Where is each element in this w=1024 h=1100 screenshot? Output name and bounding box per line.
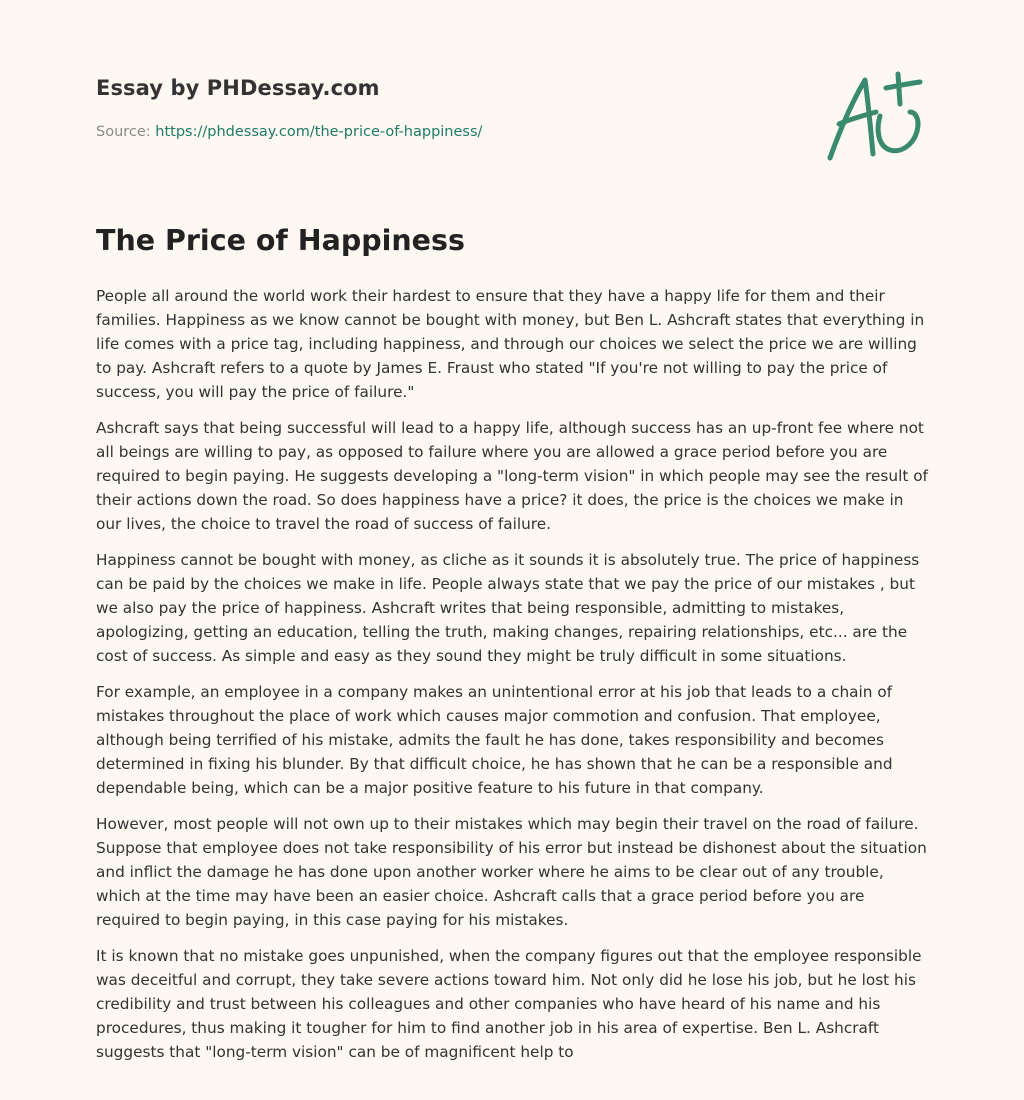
essay-paragraph: Ashcraft says that being successful will lead to a happy life, although success has an up-front fee where not all beings are willing to pay, as opposed to failure where you are allowed a grace period before you are required to begin paying. He suggests developing a "long-term vision" in which people may see the result of their actions down the road. So does happiness have a price? it does, the price is the choices we make in our lives, the choice to travel the road of success of failure. — [96, 419, 928, 533]
essay-title: The Price of Happiness — [96, 224, 465, 257]
essay-paragraph: People all around the world work their hardest to ensure that they have a happy life for them and their families. Happiness as we know cannot be bought with money, but Ben L. Ashcraft states that everything in life comes with a price tag, including happiness, and through our choices we select the price we are willing to pay. Ashcraft refers to a quote by James E. Fraust who stated "If you're not willing to pay the price of success, you will pay the price of failure." — [96, 287, 925, 401]
source-label: Source: — [96, 124, 151, 140]
essay-paragraph: However, most people will not own up to their mistakes which may begin their travel on the road of failure. Suppose that employee does not take responsibility of his error but instead be dishonest about the situation and inflict the damage he has done upon another worker where he aims to be clear out of any trouble, which at the time may have been an easier choice. Ashcraft calls that a grace period before you are required to begin paying, in this case paying for his mistakes. — [96, 815, 927, 929]
source-link[interactable]: https://phdessay.com/the-price-of-happiness/ — [155, 124, 483, 140]
source-line — [96, 124, 482, 140]
essay-body — [96, 284, 928, 1076]
essay-paragraph: It is known that no mistake goes unpunished, when the company figures out that the employee responsible was deceitful and corrupt, they take severe actions toward him. Not only did he lose his job, but he lost his credibility and trust between his colleagues and other companies who have heard of his name and his procedures, thus making it tougher for him to find another job in his area of expertise. Ben L. Ashcraft suggests that "long-term vision" can be of magnificent help to — [96, 947, 922, 1061]
essay-paragraph: For example, an employee in a company makes an unintentional error at his job that leads to a chain of mistakes throughout the place of work which causes major commotion and confusion. That employee, although being terrified of his mistake, admits the fault he has done, takes responsibility and becomes determined in fixing his blunder. By that difficult choice, he has shown that he can be a responsible and dependable being, which can be a major positive feature to his future in that company. — [96, 683, 893, 797]
essay-paragraph: Happiness cannot be bought with money, as cliche as it sounds it is absolutely true. The price of happiness can be paid by the choices we make in life. People always state that we pay the price of our mistakes , but we also pay the price of happiness. Ashcraft writes that being responsible, admitting to mistakes, apologizing, getting an education, telling the truth, making changes, repairing relationships, etc... are the cost of success. As simple and easy as they sound they might be truly difficult in some situations. — [96, 551, 920, 665]
site-title: Essay by PHDessay.com — [96, 76, 380, 100]
a-plus-logo-icon — [818, 66, 930, 166]
